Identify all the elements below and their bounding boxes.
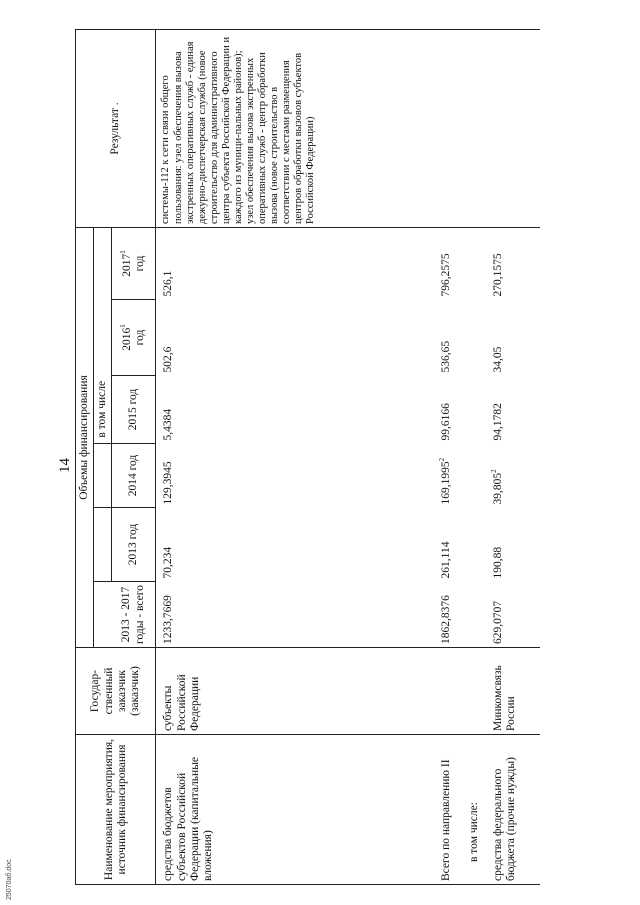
table-row — [438, 30, 466, 885]
header-2014-top — [94, 444, 112, 508]
row-2016: 536,65 — [439, 340, 452, 373]
empty-cell — [466, 300, 490, 376]
header-funding: Объемы финансирования — [76, 228, 94, 648]
table-header — [76, 30, 156, 885]
header-result: Результат . — [76, 30, 156, 228]
header-2013: 2013 год — [112, 508, 156, 582]
row-2013: 261,114 — [439, 541, 452, 579]
row-2015: 94,1782 — [491, 403, 504, 441]
row-subheading: в том числе: — [466, 735, 490, 885]
empty-cell — [466, 648, 490, 735]
row-2016: 34,05 — [491, 346, 504, 373]
row-2017: 270,1575 — [491, 253, 504, 297]
empty-cell — [466, 582, 490, 648]
rotated-page — [57, 30, 585, 885]
row-2013: 190,88 — [491, 546, 504, 579]
row-2017: 526,1 — [162, 270, 175, 297]
header-name: Наименование мероприятия, источник финансирования — [76, 735, 156, 885]
header-including: в том числе — [94, 376, 112, 444]
empty-cell — [466, 444, 490, 508]
row-total: 629,0707 — [490, 582, 540, 648]
row-2014: 129,3945 — [162, 461, 175, 505]
row-2014: 169,1995$^2$ — [438, 457, 452, 505]
header-2013-top — [94, 508, 112, 582]
row-2014: 39,805$^2$ — [490, 469, 504, 505]
page-number: 14 — [57, 458, 73, 473]
row-total: 1862,8376 — [438, 582, 466, 648]
row-2017: 796,2575 — [439, 253, 452, 297]
row-result — [490, 30, 540, 228]
header-customer: Государ-ственный заказчик (заказчик) — [76, 648, 156, 735]
row-2015: 99,6166 — [439, 403, 452, 441]
row-name: Всего по направлению II — [438, 735, 466, 885]
table-row — [490, 30, 540, 885]
table-row — [466, 30, 490, 885]
financing-table — [75, 29, 540, 885]
row-2016: 502,6 — [162, 346, 175, 373]
row-name: средства федерального бюджета (прочие нужды) — [490, 735, 540, 885]
row-customer: Минкомсвязь России — [490, 648, 540, 735]
header-2014: 2014 год — [112, 444, 156, 508]
header-2015: 2015 год — [112, 376, 156, 444]
empty-cell — [466, 30, 490, 228]
row-2013: 70,234 — [162, 546, 175, 579]
empty-cell — [466, 508, 490, 582]
header-2016: 2016$^1$ год — [112, 300, 156, 376]
document-footer — [6, 842, 16, 902]
row-result: системы-112 к сети связи общего пользования: узел обеспечения вызова экстренных оперативных служб - единая дежурно-диспетчерская служба (новое строительство для административного центра субъекта Российской Федерации и каждого из муници-пальных районов); узел обеспечения вызова экстренных оперативных служб - центр обработки вызова (новое строительство в соответствии с местами размещения центров обработки вызовов субъектов Российской Федерации) — [156, 30, 438, 228]
footer-code: 25070аб.doc — [6, 859, 13, 900]
row-total: 1233,7669 — [156, 582, 438, 648]
table-row — [156, 30, 438, 885]
empty-cell — [466, 228, 490, 300]
header-2017: 2017$^1$ год — [112, 228, 156, 300]
header-including-spacer-2 — [94, 228, 112, 300]
header-total-top — [94, 582, 112, 648]
row-2015: 5,4384 — [162, 408, 175, 441]
header-total: 2013 - 2017 годы - всего — [112, 582, 156, 648]
row-customer — [438, 648, 466, 735]
empty-cell — [466, 376, 490, 444]
header-including-spacer — [94, 300, 112, 376]
row-name: средства бюджетов субъектов Российской Федерации (капитальные вложения) — [156, 735, 438, 885]
row-result — [438, 30, 466, 228]
row-customer: субъекты Российской Федерации — [156, 648, 438, 735]
